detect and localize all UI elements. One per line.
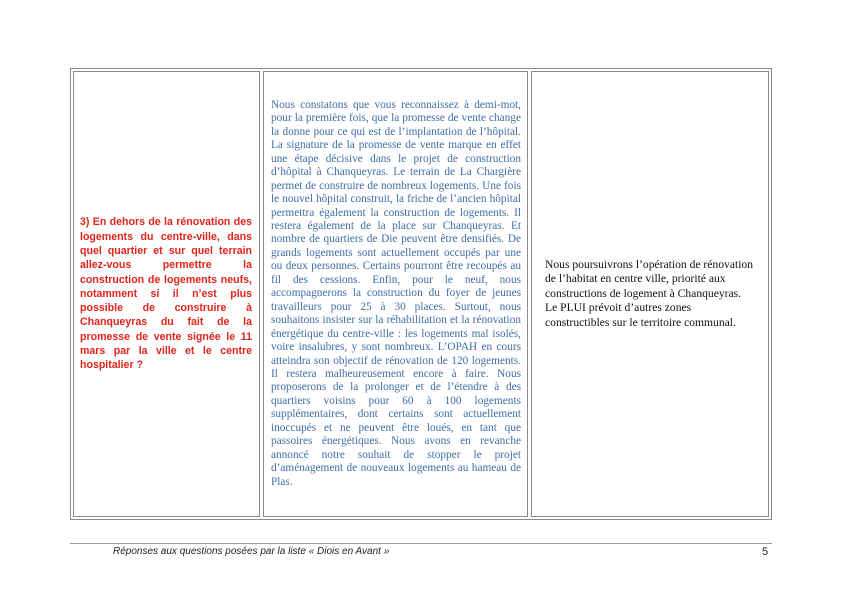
response-text: Nous poursuivrons l’opération de rénovation de l’habitat en centre ville, priorité aux constructions de logement à Chanqueyras. Le PLUI prévoit d’autres zones constructibles sur le territoire communal. xyxy=(545,257,754,329)
footer-caption: Réponses aux questions posées par la liste « Diois en Avant » xyxy=(113,546,390,557)
response-cell xyxy=(531,71,769,517)
answer-cell xyxy=(263,71,528,517)
answer-text: Nous constatons que vous reconnaissez à demi-mot, pour la première fois, que la promesse de vente change la donne pour ce qui est de l’implantation de l’hôpital. La signature de la promesse de vente marque en effet une étape décisive dans le projet de construction d’hôpital à Chanqueyras. Le terrain de La Chargière permet de construire de nombreux logements. Une fois le nouvel hôpital construit, la friche de l’ancien hôpital permettra également la construction de logements. Il restera également de la place sur Chanqueyras. Et nombre de quartiers de Die peuvent être densifiés. De grands logements sont actuellement occupés par une ou deux personnes. Certains pourront être recoupés au fil des cessions. Enfin, pour le neuf, nous accompagnerons la construction du foyer de jeunes travailleurs pour 25 à 30 places. Surtout, nous souhaitons insister sur la réhabilitation et la rénovation énergétique du centre-ville : les logements mal isolés, voire insalubres, y sont nombreux. L’OPAH en cours atteindra son objectif de rénovation de 120 logements. Il restera malheureusement encore à faire. Nous proposerons de la prolonger et de l’étendre à des quartiers voisins pour 60 à 100 logements supplémentaires, dont certains sont actuellement inoccupés et ne peuvent être loués, en tant que passoires énergétiques. Nous avons en revanche annoncé notre souhait de stopper le projet d’aménagement de nouveaux logements au hameau de Plas. xyxy=(271,98,521,488)
footer-divider xyxy=(70,543,772,544)
question-cell xyxy=(73,71,260,517)
question-text: 3) En dehors de la rénovation des logements du centre-ville, dans quel quartier et sur quel terrain allez-vous permettre la construction de logements neufs, notamment si il n’est plus possible de construire à Chanqueyras du fait de la promesse de vente signée le 11 mars par la ville et le centre hospitalier ? xyxy=(80,216,252,372)
page-number: 5 xyxy=(762,546,769,558)
qa-table xyxy=(70,68,772,520)
